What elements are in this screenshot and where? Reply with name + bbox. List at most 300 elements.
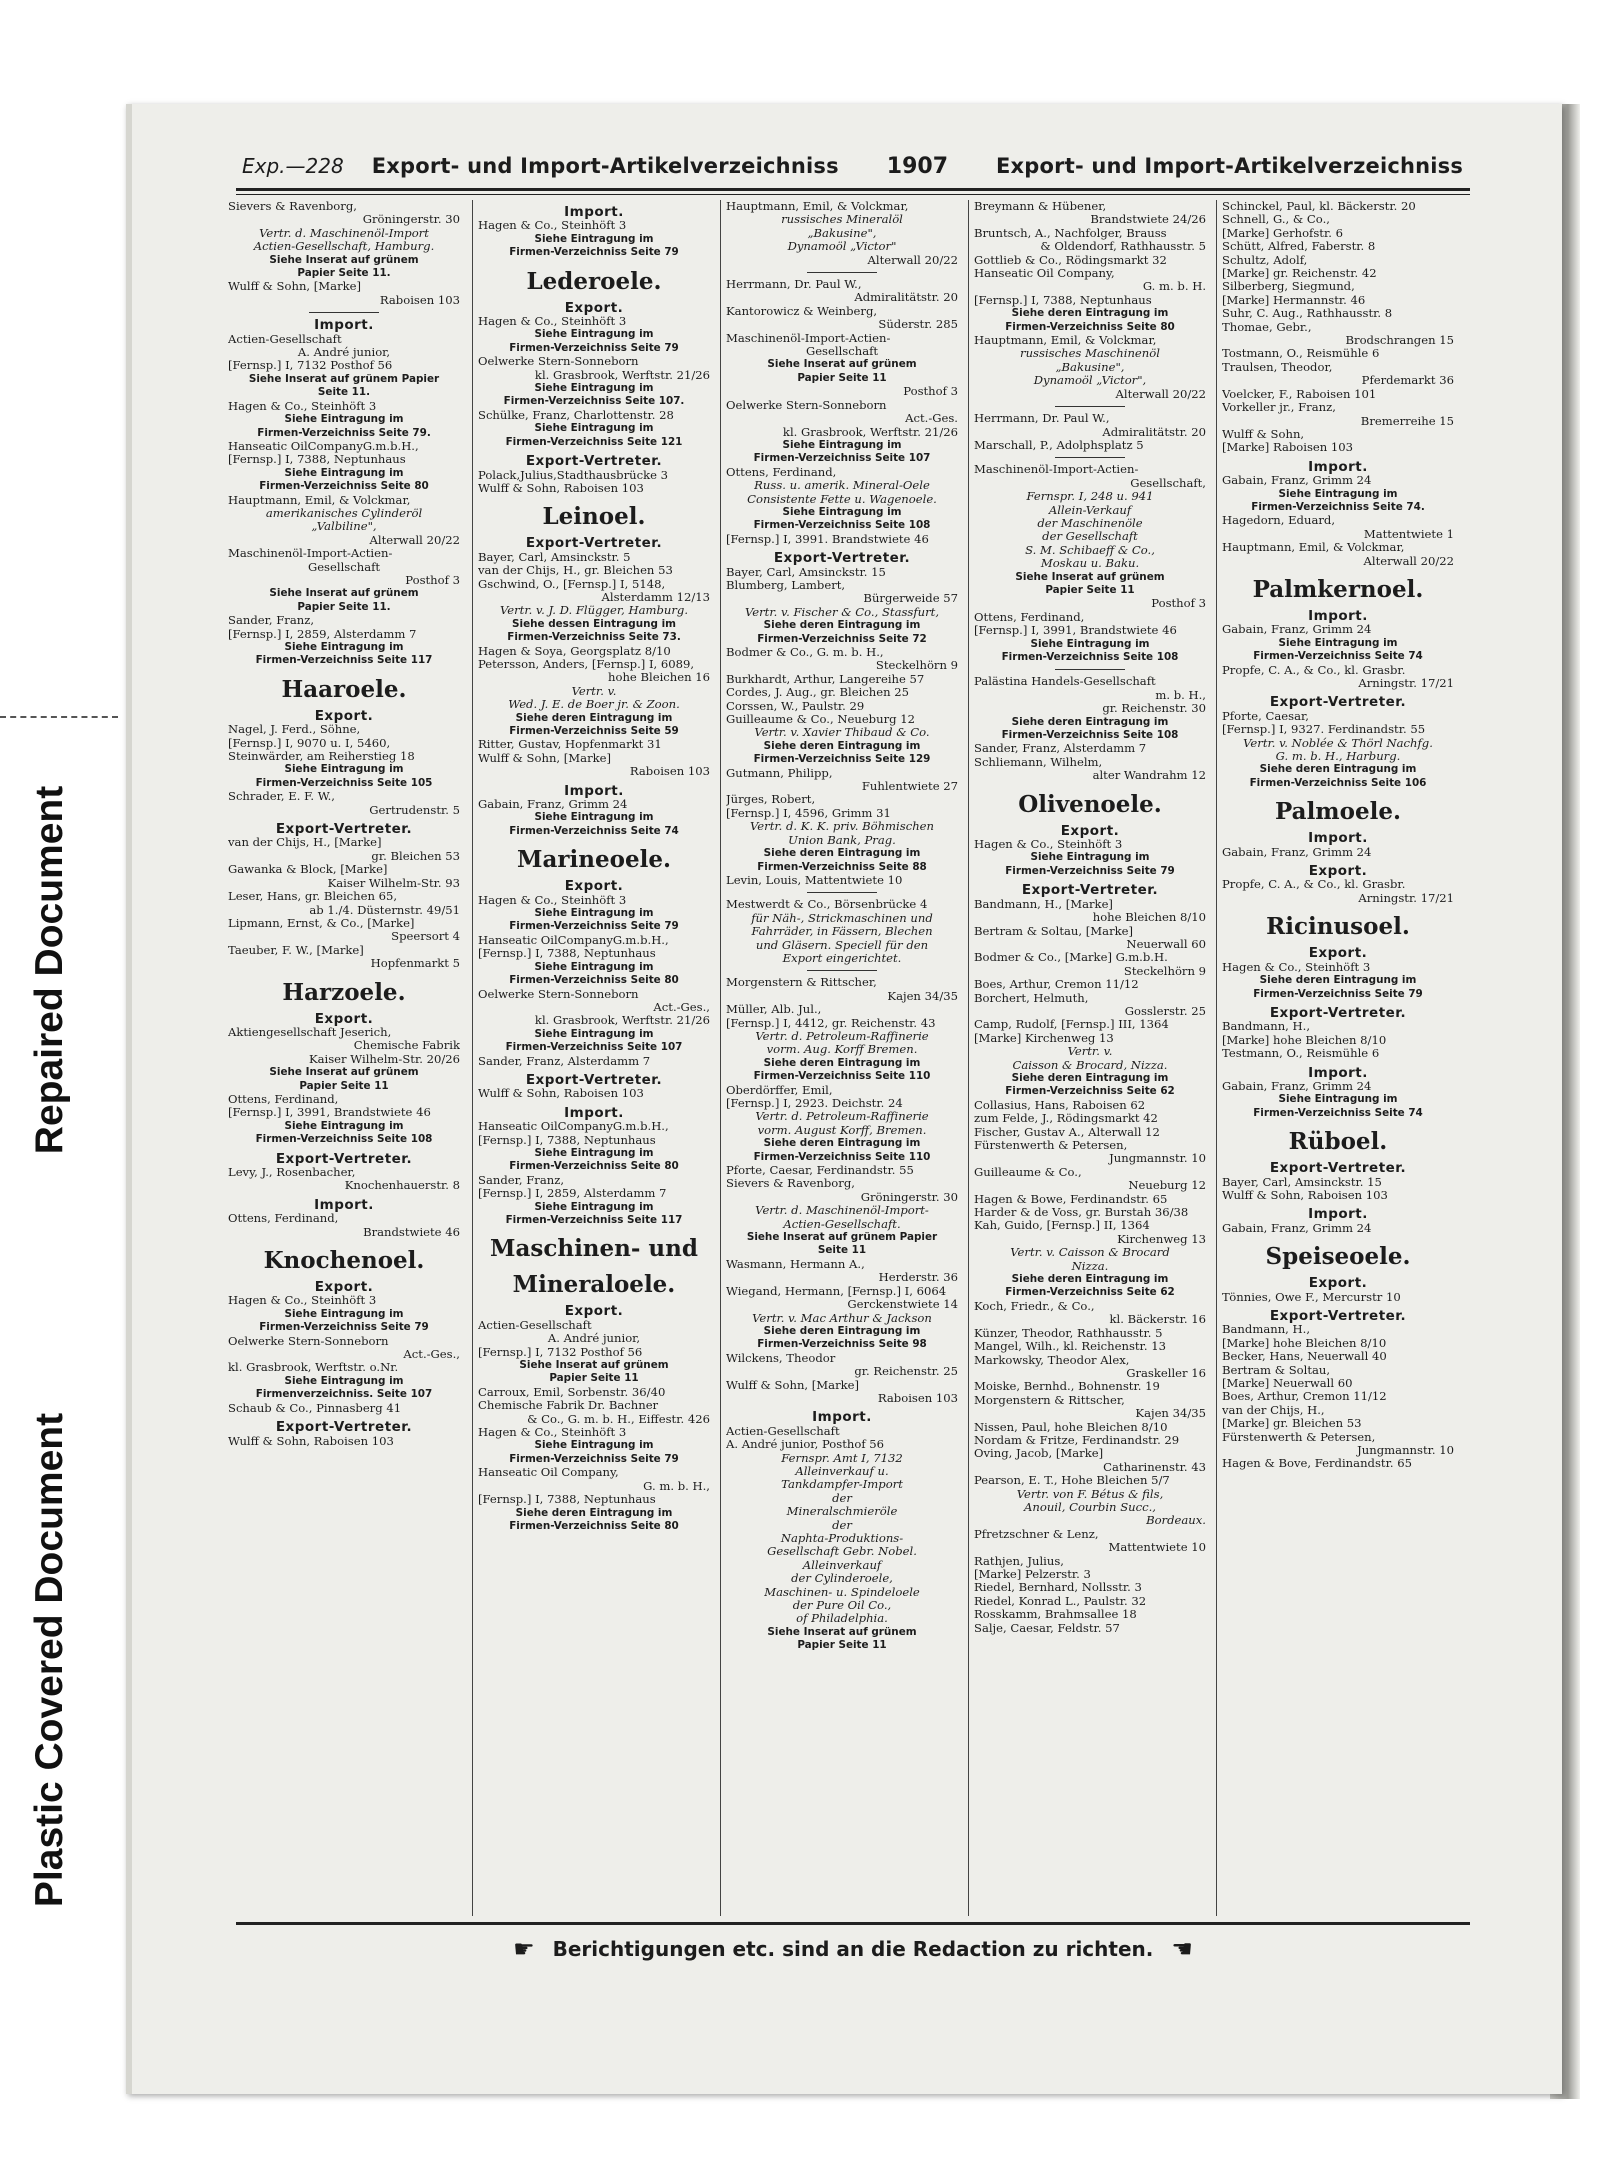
subsection-label: Export.: [1308, 863, 1368, 880]
directory-entry-line: Wulff & Sohn, Raboisen 103: [478, 1087, 644, 1101]
directory-entry-line: kl. Grasbrook, Werftstr. o.Nr.: [228, 1361, 399, 1375]
reference-note: Firmen-Verzeichniss Seite 72: [757, 632, 927, 645]
reference-note: Siehe Eintragung im: [534, 382, 654, 395]
reference-note: Siehe Eintragung im: [284, 413, 404, 426]
directory-entry-line: Herrmann, Dr. Paul W.,: [974, 412, 1110, 426]
directory-entry-line: [Fernsp.] I, 4596, Grimm 31: [726, 806, 891, 820]
reference-note: Firmen-Verzeichniss Seite 80: [509, 1160, 679, 1173]
reference-note: Siehe Eintragung im: [284, 1307, 404, 1320]
directory-entry-line: Bayer, Carl, Amsinckstr. 15: [1222, 1175, 1382, 1189]
subsection-label: Export-Vertreter.: [1021, 882, 1159, 899]
column-5: [1222, 200, 1454, 1916]
directory-entry-line: Hagen & Soya, Georgsplatz 8/10: [478, 644, 671, 658]
directory-entry-line: & Co., G. m. b. H., Eiffestr. 426: [527, 1412, 710, 1426]
directory-entry-line: Riedel, Bernhard, Nollsstr. 3: [974, 1581, 1142, 1595]
directory-entry-line: kl. Grasbrook, Werftstr. 21/26: [782, 425, 958, 439]
directory-entry-line: Chemische Fabrik: [353, 1039, 460, 1053]
reference-note: Siehe Eintragung im: [534, 1200, 654, 1213]
directory-entry-line: Hagen & Co., Steinhöft 3: [1222, 960, 1371, 974]
column-2: [478, 200, 710, 1916]
reference-note: Firmen-Verzeichniss Seite 74.: [1251, 500, 1425, 513]
directory-entry-line: Ritter, Gustav, Hopfenmarkt 31: [478, 738, 662, 752]
directory-entry-line: Vertr. d. Petroleum-Raffinerie: [755, 1110, 929, 1124]
directory-entry-line: Testmann, O., Reismühle 6: [1222, 1047, 1380, 1061]
directory-entry-line: Vertr. v. Xavier Thibaud & Co.: [754, 726, 930, 740]
reference-note: Firmen-Verzeichniss Seite 98: [757, 1338, 927, 1351]
reference-note: Siehe Eintragung im: [284, 1374, 404, 1387]
directory-entry-line: [Fernsp.] I, 2859, Alsterdamm 7: [228, 627, 417, 641]
directory-entry-line: Posthof 3: [903, 385, 958, 399]
directory-entry-line: Raboisen 103: [379, 293, 460, 307]
directory-entry-line: [Marke] Kirchenweg 13: [974, 1031, 1114, 1045]
directory-entry-line: Gschwind, O., [Fernsp.] I, 5148,: [478, 577, 666, 591]
directory-entry-line: Consistente Fette u. Wagenoele.: [747, 492, 937, 506]
footer-rule: [236, 1922, 1470, 1925]
directory-entry-line: Posthof 3: [405, 573, 460, 587]
directory-entry-line: Fischer, Gustav A., Alterwall 12: [974, 1125, 1160, 1139]
directory-entry-line: Schnell, G., & Co.,: [1222, 213, 1330, 227]
directory-entry-line: kl. Grasbrook, Werftstr. 21/26: [534, 1014, 710, 1028]
reference-note: Firmen-Verzeichniss Seite 105: [255, 776, 433, 789]
separator-rule: [309, 312, 379, 313]
subsection-label: Export.: [314, 1279, 374, 1296]
directory-entry-line: van der Chijs, H., gr. Bleichen 53: [478, 564, 673, 578]
reference-note: Siehe Eintragung im: [534, 960, 654, 973]
pointing-hand-right-icon: ☚: [1171, 1935, 1193, 1963]
scanned-page: [126, 104, 1562, 2094]
directory-entry-line: Jürges, Robert,: [726, 793, 816, 807]
directory-entry-line: Gesellschaft: [307, 560, 381, 574]
directory-entry-line: Hanseatic OilCompanyG.m.b.H.,: [478, 1120, 669, 1134]
directory-entry-line: [Fernsp.] I, 7132 Posthof 56: [228, 359, 393, 373]
directory-entry-line: Schütt, Alfred, Faberstr. 8: [1222, 240, 1376, 254]
reference-note: Papier Seite 11.: [297, 267, 391, 280]
reference-note: Firmen-Verzeichniss Seite 108: [753, 519, 931, 532]
reference-note: Siehe deren Eintragung im: [515, 1506, 673, 1519]
directory-entry-line: Petersson, Anders, [Fernsp.] I, 6089,: [478, 657, 695, 671]
reference-note: Siehe deren Eintragung im: [763, 739, 921, 752]
directory-entry-line: Tankdampfer-Import: [781, 1478, 903, 1492]
directory-entry-line: Vertr. v.: [1067, 1045, 1113, 1059]
header-year: 1907: [886, 153, 949, 179]
subsection-label: Import.: [564, 204, 624, 220]
directory-entry-line: Müller, Alb. Jul.,: [726, 1003, 822, 1017]
directory-entry-line: Alterwall 20/22: [1115, 387, 1206, 401]
directory-entry-line: [Fernsp.] I, 7388, Neptunhaus: [478, 947, 656, 961]
directory-entry-line: van der Chijs, H., [Marke]: [228, 836, 382, 850]
directory-entry-line: Guilleaume & Co.,: [974, 1165, 1082, 1179]
directory-entry-line: Lipmann, Ernst, & Co., [Marke]: [228, 916, 415, 930]
directory-entry-line: Pfretzschner & Lenz,: [974, 1527, 1099, 1541]
directory-entry-line: Actien-Gesellschaft: [478, 1318, 592, 1332]
directory-entry-line: A. André junior, Posthof 56: [726, 1438, 885, 1452]
directory-entry-line: Propfe, C. A., & Co., kl. Grasbr.: [1222, 663, 1406, 677]
directory-entry-line: Fahrräder, in Fässern, Blechen: [751, 925, 933, 939]
reference-note: Firmen-Verzeichniss Seite 108: [1001, 651, 1179, 663]
directory-entry-line: Raboisen 103: [629, 765, 710, 779]
directory-entry-line: Moskau u. Baku.: [1040, 557, 1140, 571]
directory-entry-line: Fernspr. I, 248 u. 941: [1026, 490, 1154, 504]
directory-entry-line: Becker, Hans, Neuerwall 40: [1222, 1350, 1387, 1364]
separator-rule: [807, 892, 877, 893]
reference-note: Firmen-Verzeichniss Seite 80: [509, 974, 679, 987]
directory-entry-line: Steckelhörn 9: [875, 659, 958, 673]
subsection-label: Import.: [1308, 830, 1368, 847]
directory-entry-line: Wulff & Sohn, [Marke]: [228, 280, 362, 294]
directory-entry-line: Pforte, Caesar, Ferdinandstr. 55: [726, 1164, 914, 1178]
directory-entry-line: Arningstr. 17/21: [1358, 677, 1454, 690]
directory-entry-line: [Marke] hohe Bleichen 8/10: [1222, 1336, 1387, 1350]
reference-note: Siehe Inserat auf grünem: [767, 1625, 917, 1638]
directory-entry-line: Sander, Franz, Alsterdamm 7: [478, 1054, 651, 1068]
directory-entry-line: Knochenhauerstr. 8: [344, 1179, 460, 1193]
directory-entry-line: Mestwerdt & Co., Börsenbrücke 4: [726, 898, 928, 912]
reference-note: Firmen-Verzeichniss Seite 110: [753, 1070, 931, 1083]
directory-entry-line: Harder & de Voss, gr. Burstah 36/38: [974, 1206, 1189, 1220]
directory-entry-line: „Bakusine",: [807, 226, 877, 240]
reference-note: Firmen-Verzeichniss Seite 73.: [507, 631, 681, 644]
directory-entry-line: S. M. Schibaeff & Co.,: [1025, 543, 1155, 557]
subsection-label: Export.: [564, 878, 624, 895]
directory-entry-line: Herderstr. 36: [878, 1271, 958, 1285]
directory-entry-line: Actien-Gesellschaft, Hamburg.: [253, 240, 435, 254]
reference-note: Siehe deren Eintragung im: [763, 1056, 921, 1069]
directory-entry-line: [Fernsp.] I, 7388, Neptunhaus: [478, 1493, 656, 1507]
directory-entry-line: Wed. J. E. de Boer jr. & Zoon.: [508, 698, 680, 712]
subsection-label: Export.: [1308, 945, 1368, 962]
reference-note: Firmen-Verzeichniss Seite 62: [1005, 1085, 1175, 1098]
reference-note: Siehe Inserat auf grünem: [269, 253, 419, 266]
reference-note: Firmen-Verzeichniss Seite 108: [255, 1133, 433, 1146]
directory-entry-line: Wiegand, Hermann, [Fernsp.] I, 6064: [726, 1284, 947, 1298]
directory-entry-line: A. André junior,: [297, 346, 391, 360]
page-header: [242, 146, 1464, 186]
section-heading: Lederoele.: [526, 267, 662, 295]
directory-entry-line: Oving, Jacob, [Marke]: [974, 1447, 1104, 1461]
reference-note: Siehe Eintragung im: [534, 232, 654, 245]
reference-note: Firmen-Verzeichniss Seite 107: [505, 1041, 683, 1054]
reference-note: Firmen-Verzeichniss Seite 74: [509, 824, 679, 837]
reference-note: Siehe Eintragung im: [534, 1439, 654, 1452]
directory-entry-line: Hagen & Co., Steinhöft 3: [478, 315, 627, 329]
reference-note: Firmen-Verzeichniss Seite 117: [255, 654, 433, 667]
subsection-label: Export-Vertreter.: [525, 1071, 663, 1088]
directory-entry-line: Neueburg 12: [1128, 1179, 1206, 1193]
directory-entry-line: Bodmer & Co., [Marke] G.m.b.H.: [974, 951, 1168, 965]
separator-rule: [1055, 406, 1125, 407]
directory-entry-line: Maschinenöl-Import-Actien-: [974, 463, 1139, 477]
directory-entry-line: Allein-Verkauf: [1048, 503, 1132, 517]
directory-entry-line: [Fernsp.] I, 4412, gr. Reichenstr. 43: [726, 1016, 936, 1030]
directory-entry-line: Collasius, Hans, Raboisen 62: [974, 1098, 1146, 1112]
directory-entry-line: Vertr. von F. Bétus & fils,: [1016, 1487, 1164, 1501]
directory-entry-line: Kah, Guido, [Fernsp.] II, 1364: [974, 1219, 1150, 1233]
directory-entry-line: [Fernsp.] I, 2859, Alsterdamm 7: [478, 1187, 667, 1201]
directory-entry-line: Pferdemarkt 36: [1361, 374, 1454, 388]
reference-note: Papier Seite 11: [797, 1639, 887, 1652]
subsection-label: Export.: [1308, 1275, 1368, 1292]
directory-entry-line: Guilleaume & Co., Neueburg 12: [726, 713, 915, 727]
reference-note: Siehe Eintragung im: [534, 1146, 654, 1159]
reference-note: Siehe Eintragung im: [534, 1027, 654, 1040]
directory-entry-line: Union Bank, Prag.: [788, 833, 896, 847]
directory-entry-line: [Fernsp.] I, 7132 Posthof 56: [478, 1345, 643, 1359]
directory-entry-line: Pforte, Caesar,: [1222, 709, 1309, 723]
directory-entry-line: Vertr. v. Fischer & Co., Stassfurt,: [744, 605, 940, 619]
separator-rule: [807, 272, 877, 273]
reference-note: Firmen-Verzeichniss Seite 79: [259, 1321, 429, 1334]
directory-entry-line: Rosskamm, Brahmsallee 18: [974, 1608, 1137, 1622]
directory-entry-line: Gosslerstr. 25: [1124, 1004, 1206, 1018]
subsection-label: Export-Vertreter.: [525, 535, 663, 552]
directory-entry-line: alter Wandrahm 12: [1092, 769, 1206, 783]
page-number: Exp.—228: [242, 154, 344, 178]
directory-entry-line: Wulff & Sohn, [Marke]: [478, 751, 612, 765]
directory-entry-line: Nissen, Paul, hohe Bleichen 8/10: [974, 1420, 1168, 1434]
reference-note: Seite 11.: [317, 386, 371, 399]
directory-entry-line: Kajen 34/35: [887, 989, 958, 1003]
directory-entry-line: Export eingerichtet.: [782, 951, 902, 965]
pointing-hand-left-icon: ☛: [513, 1935, 535, 1963]
directory-entry-line: Gabain, Franz, Grimm 24: [1222, 1221, 1372, 1235]
directory-entry-line: Brandstwiete 24/26: [1090, 213, 1206, 227]
reference-note: Firmen-Verzeichniss Seite 80: [1005, 320, 1175, 333]
directory-entry-line: Voelcker, F., Raboisen 101: [1222, 387, 1377, 401]
directory-entry-line: Ottens, Ferdinand,: [974, 610, 1085, 624]
column-divider: [472, 200, 473, 1916]
subsection-label: Export-Vertreter.: [275, 1150, 413, 1167]
directory-entry-line: Maschinenöl-Import-Actien-: [228, 547, 393, 561]
reference-note: Firmen-Verzeichniss Seite 62: [1005, 1286, 1175, 1299]
directory-entry-line: A. André junior,: [547, 1332, 641, 1346]
subsection-label: Export-Vertreter.: [1269, 1160, 1407, 1177]
directory-entry-line: Schliemann, Wilhelm,: [974, 755, 1103, 769]
directory-entry-line: Hanseatic OilCompanyG.m.b.H.,: [228, 439, 419, 453]
directory-entry-line: Gabain, Franz, Grimm 24: [1222, 1079, 1372, 1093]
subsection-label: Export-Vertreter.: [1269, 1004, 1407, 1021]
directory-entry-line: Gawanka & Block, [Marke]: [228, 863, 388, 877]
directory-entry-line: Sander, Franz,: [228, 614, 315, 628]
directory-entry-line: [Marke] Pelzerstr. 3: [974, 1568, 1091, 1581]
directory-entry-line: Hagen & Co., Steinhöft 3: [478, 219, 627, 233]
reference-note: Siehe deren Eintragung im: [1011, 1071, 1169, 1084]
directory-entry-line: Morgenstern & Rittscher,: [726, 976, 877, 990]
directory-entry-line: Gesellschaft,: [1130, 476, 1206, 490]
directory-entry-line: Mangel, Wilh., kl. Reichenstr. 13: [974, 1340, 1166, 1354]
directory-entry-line: Catharinenstr. 43: [1103, 1460, 1206, 1474]
reference-note: Siehe deren Eintragung im: [763, 619, 921, 632]
side-label-plastic: [0, 1340, 100, 1980]
reference-note: Siehe deren Eintragung im: [1011, 1273, 1169, 1286]
reference-note: Firmen-Verzeichniss Seite 110: [753, 1150, 931, 1163]
directory-entry-line: Jungmannstr. 10: [1357, 1444, 1454, 1458]
subsection-label: Import.: [812, 1409, 872, 1426]
directory-entry-line: [Marke] Neuerwall 60: [1222, 1377, 1353, 1391]
reference-note: Firmen-Verzeichniss Seite 79: [509, 341, 679, 354]
directory-entry-line: Bayer, Carl, Amsinckstr. 5: [478, 550, 631, 564]
directory-entry-line: Sander, Franz, Alsterdamm 7: [974, 742, 1147, 756]
side-label-repaired: [0, 690, 100, 1250]
directory-entry-line: [Fernsp.] I, 7388, Neptunhaus: [974, 293, 1152, 307]
directory-entry-line: Levin, Louis, Mattentwiete 10: [726, 873, 903, 887]
directory-entry-line: Marschall, P., Adolphsplatz 5: [974, 438, 1144, 452]
directory-entry-line: „Valbiline",: [311, 520, 377, 534]
directory-entry-line: Naphta-Produktions-: [780, 1532, 904, 1545]
directory-entry-line: Vertr. v. Noblée & Thörl Nachfg.: [1243, 736, 1433, 750]
directory-entry-line: Gabain, Franz, Grimm 24: [1222, 845, 1372, 859]
directory-entry-line: & Oldendorf, Rathhausstr. 5: [1040, 240, 1206, 254]
reference-note: Siehe deren Eintragung im: [763, 1324, 921, 1337]
side-label-repaired-text: Repaired Document: [28, 785, 71, 1155]
directory-entry-line: Gabain, Franz, Grimm 24: [1222, 474, 1372, 488]
reference-note: Firmen-Verzeichniss Seite 107.: [503, 395, 685, 408]
directory-entry-line: Camp, Rudolf, [Fernsp.] III, 1364: [974, 1018, 1169, 1032]
directory-entry-line: Schinckel, Paul, kl. Bäckerstr. 20: [1222, 200, 1416, 213]
reference-note: Firmen-Verzeichniss Seite 79: [509, 246, 679, 259]
directory-entry-line: Morgenstern & Rittscher,: [974, 1393, 1125, 1407]
directory-entry-line: zum Felde, J., Rödingsmarkt 42: [974, 1112, 1158, 1126]
reference-note: Siehe Eintragung im: [284, 763, 404, 776]
subsection-label: Export-Vertreter.: [275, 1419, 413, 1436]
directory-entry-line: und Gläsern. Speciell für den: [755, 938, 929, 952]
directory-entry-line: Bertram & Soltau, [Marke]: [974, 924, 1134, 938]
directory-entry-line: Schaub & Co., Pinnasberg 41: [228, 1401, 402, 1415]
directory-entry-line: Gerckenstwiete 14: [847, 1298, 958, 1312]
directory-entry-line: Graskeller 16: [1126, 1366, 1206, 1380]
reference-note: Firmen-Verzeichniss Seite 80: [259, 480, 429, 493]
column-divider: [720, 200, 721, 1916]
directory-entry-line: kl. Bäckerstr. 16: [1109, 1313, 1206, 1327]
directory-entry-line: [Fernsp.] I, 9327. Ferdinandstr. 55: [1222, 723, 1426, 737]
side-label-plastic-text: Plastic Covered Document: [28, 1412, 71, 1908]
directory-entry-line: [Marke] Raboisen 103: [1222, 441, 1354, 455]
directory-entry-line: Moiske, Bernhd., Bohnenstr. 19: [974, 1380, 1160, 1394]
directory-entry-line: Vertr. d. K. K. priv. Böhmischen: [750, 820, 934, 834]
section-heading: Mineraloele.: [512, 1271, 676, 1299]
subsection-label: Export.: [314, 707, 374, 724]
section-heading: Knochenoel.: [263, 1247, 425, 1275]
reference-note: Firmen-Verzeichniss Seite 107: [753, 452, 931, 465]
directory-entry-line: Oberdörffer, Emil,: [726, 1083, 833, 1097]
reference-note: Firmen-Verzeichniss Seite 79: [1253, 987, 1423, 1000]
directory-entry-line: Brodschrangen 15: [1345, 334, 1454, 348]
directory-entry-line: Vertr. v. Caisson & Brocard: [1010, 1246, 1170, 1260]
reference-note: Siehe Inserat auf grünem: [519, 1359, 669, 1372]
reference-note: Siehe dessen Eintragung im: [512, 617, 676, 630]
directory-entry-line: Salje, Caesar, Feldstr. 57: [974, 1621, 1120, 1635]
directory-entry-line: Bruntsch, A., Nachfolger, Brauss: [974, 226, 1167, 240]
directory-entry-line: Gesellschaft: [805, 345, 879, 359]
directory-entry-line: Wulff & Sohn, Raboisen 103: [228, 1434, 394, 1448]
directory-entry-line: Boes, Arthur, Cremon 11/12: [974, 978, 1139, 992]
reference-note: Firmenverzeichniss. Seite 107: [255, 1388, 433, 1401]
directory-entry-line: Hanseatic OilCompanyG.m.b.H.,: [478, 933, 669, 947]
directory-entry-line: Boes, Arthur, Cremon 11/12: [1222, 1390, 1387, 1404]
directory-entry-line: Rathjen, Julius,: [974, 1554, 1064, 1568]
reference-note: Firmen-Verzeichniss Seite 88: [757, 860, 927, 873]
directory-entry-line: Palästina Handels-Gesellschaft: [974, 675, 1156, 689]
directory-entry-line: kl. Grasbrook, Werftstr. 21/26: [534, 368, 710, 382]
reference-note: Siehe deren Eintragung im: [763, 847, 921, 860]
reference-note: Siehe Eintragung im: [1278, 1093, 1398, 1106]
directory-entry-line: Aktiengesellschaft Jeserich,: [228, 1025, 392, 1039]
directory-entry-line: Alterwall 20/22: [867, 253, 958, 267]
reference-note: Siehe Inserat auf grünem: [1015, 570, 1165, 583]
directory-entry-line: Caisson & Brocard, Nizza.: [1012, 1058, 1168, 1072]
subsection-label: Import.: [1308, 458, 1368, 475]
directory-entry-line: Actien-Gesellschaft: [228, 332, 342, 346]
directory-entry-line: gr. Reichenstr. 30: [1102, 702, 1206, 716]
reference-note: Siehe deren Eintragung im: [763, 1137, 921, 1150]
directory-entry-line: Riedel, Konrad L., Paulstr. 32: [974, 1594, 1147, 1608]
directory-entry-line: vorm. Aug. Korff Bremen.: [766, 1043, 918, 1057]
reference-note: Siehe Inserat auf grünem: [269, 1066, 419, 1079]
directory-entry-line: Admiralitätstr. 20: [1102, 425, 1206, 439]
directory-entry-line: Vertr. d. Maschinenöl-Import-: [755, 1204, 929, 1218]
subsection-label: Export.: [564, 299, 624, 316]
header-rule: [236, 188, 1470, 191]
reference-note: Papier Seite 11: [549, 1372, 639, 1385]
directory-entry-line: Kirchenweg 13: [1117, 1232, 1206, 1246]
directory-entry-line: Sievers & Ravenborg,: [726, 1177, 855, 1191]
reference-note: Siehe deren Eintragung im: [515, 711, 673, 724]
directory-entry-line: Hopfenmarkt 5: [370, 957, 460, 971]
reference-note: Siehe Eintragung im: [1278, 487, 1398, 500]
directory-entry-line: Brandstwiete 46: [363, 1225, 460, 1239]
directory-entry-line: Steckelhörn 9: [1123, 964, 1206, 978]
directory-entry-line: hohe Bleichen 16: [608, 671, 710, 685]
directory-entry-line: ab 1./4. Düsternstr. 49/51: [309, 903, 460, 917]
directory-entry-line: Gröningerstr. 30: [362, 213, 460, 227]
directory-entry-line: Gertrudenstr. 5: [369, 803, 460, 817]
directory-entry-line: [Marke] Gerhofstr. 6: [1222, 226, 1343, 240]
directory-entry-line: Ottens, Ferdinand,: [228, 1212, 339, 1226]
subsection-label: Import.: [1308, 607, 1368, 624]
directory-entry-line: Maschinen- u. Spindeloele: [764, 1585, 920, 1599]
header-title-left: Export- und Import-Artikelverzeichniss: [371, 154, 839, 178]
directory-entry-line: Alsterdamm 12/13: [601, 590, 710, 604]
directory-entry-line: „Bakusine",: [1055, 360, 1125, 374]
directory-entry-line: Wasmann, Hermann A.,: [726, 1257, 865, 1271]
directory-entry-line: Bodmer & Co., G. m. b. H.,: [726, 646, 884, 659]
reference-note: Firmen-Verzeichniss Seite 79: [1005, 864, 1175, 877]
section-heading: Palmoele.: [1274, 798, 1401, 826]
directory-entry-line: Bertram & Soltau,: [1222, 1363, 1331, 1377]
directory-entry-line: der Cylinderoele,: [791, 1572, 893, 1586]
reference-note: Firmen-Verzeichniss Seite 79: [509, 1452, 679, 1465]
directory-entry-line: Wulff & Sohn, Raboisen 103: [478, 481, 644, 495]
reference-note: Firmen-Verzeichniss Seite 117: [505, 1214, 683, 1226]
subsection-label: Import.: [1308, 1206, 1368, 1223]
reference-note: Papier Seite 11: [1045, 583, 1135, 596]
directory-entry-line: für Näh-, Strickmaschinen und: [751, 911, 933, 925]
directory-entry-line: Bandmann, H.,: [1222, 1020, 1311, 1034]
directory-entry-line: Kaiser Wilhelm-Str. 93: [327, 876, 460, 890]
directory-entry-line: Hanseatic Oil Company,: [974, 267, 1115, 281]
reference-note: Firmen-Verzeichniss Seite 79: [509, 920, 679, 933]
directory-entry-line: m. b. H.,: [1155, 688, 1206, 702]
directory-entry-line: Bandmann, H.,: [1222, 1323, 1311, 1337]
directory-entry-line: vorm. August Korff, Bremen.: [757, 1123, 927, 1137]
directory-entry-line: Alterwall 20/22: [369, 533, 460, 547]
directory-entry-line: Gottlieb & Co., Rödingsmarkt 32: [974, 253, 1167, 267]
reference-note: Firmen-Verzeichniss Seite 121: [505, 435, 683, 448]
directory-entry-line: der Maschinenöle: [1037, 516, 1143, 530]
directory-entry-line: Hagen & Co., Steinhöft 3: [974, 838, 1123, 852]
directory-entry-line: Chemische Fabrik Dr. Bachner: [478, 1399, 659, 1413]
directory-entry-line: Fuhlentwiete 27: [861, 780, 958, 794]
reference-note: Siehe Eintragung im: [534, 907, 654, 920]
